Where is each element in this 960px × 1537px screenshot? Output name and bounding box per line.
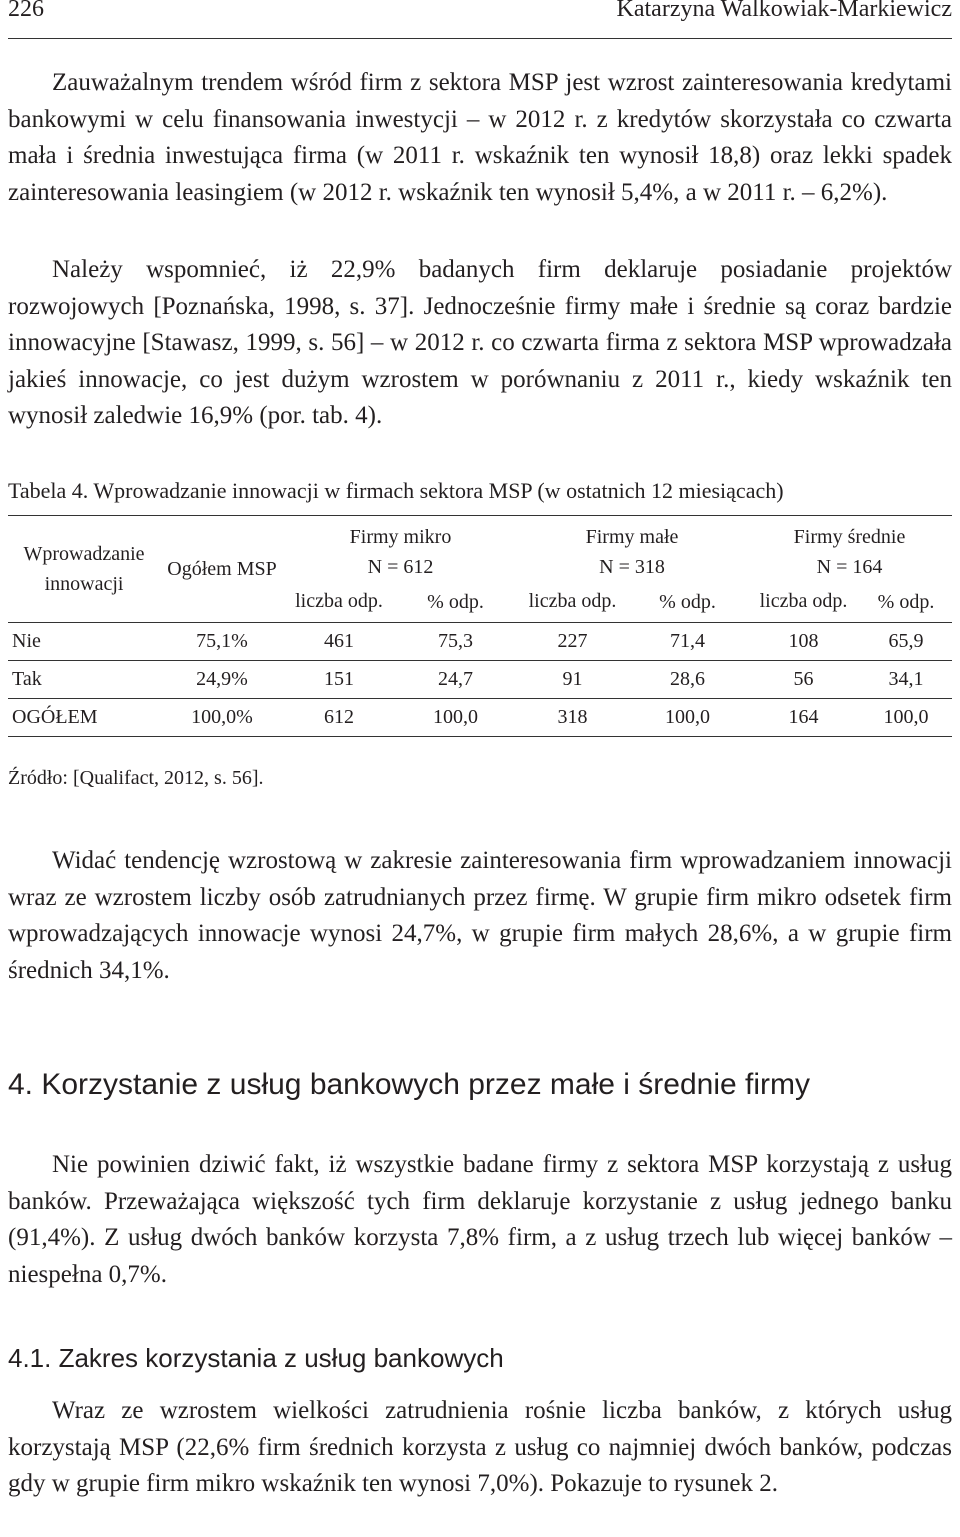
section-heading-4: 4. Korzystanie z usług bankowych przez małe i średnie firmy bbox=[8, 1068, 811, 1101]
cell-total: 100,0% bbox=[160, 699, 284, 737]
table-caption: Tabela 4. Wprowadzanie innowacji w firmach sektora MSP (w ostatnich 12 miesiącach) bbox=[8, 478, 784, 503]
cell-micro-pct: 100,0 bbox=[394, 699, 517, 737]
header-total: Ogółem MSP bbox=[160, 516, 284, 623]
cell-medium-count: 108 bbox=[747, 623, 860, 661]
cell-small-pct: 28,6 bbox=[628, 661, 747, 699]
running-author: Katarzyna Walkowiak-Markiewicz bbox=[616, 0, 952, 22]
paragraph-bank-usage: Nie powinien dziwić fakt, iż wszystkie badane firmy z sektora MSP korzystają z usług banków. Przeważająca większość tych firm deklaruje korzystanie z usług jednego banku (91,4%). Z usług dwóch banków korzysta 7,8% firm, a z usług trzech lub więcej banków – niespełna 0,7%. bbox=[8, 1151, 952, 1288]
cell-small-count: 227 bbox=[517, 623, 628, 661]
header-micro-label: Firmy mikro bbox=[349, 526, 452, 548]
table-row bbox=[8, 661, 952, 699]
section-heading-4-1: 4.1. Zakres korzystania z usług bankowych bbox=[8, 1343, 504, 1373]
header-micro-n: N = 612 bbox=[367, 556, 434, 578]
table-row bbox=[8, 699, 952, 737]
cell-medium-count: 164 bbox=[747, 699, 860, 737]
cell-micro-count: 151 bbox=[284, 661, 394, 699]
cell-micro-count: 612 bbox=[284, 699, 394, 737]
cell-small-count: 91 bbox=[517, 661, 628, 699]
header-micro-group bbox=[284, 516, 517, 583]
cell-medium-pct: 65,9 bbox=[860, 623, 952, 661]
row-label: Tak bbox=[8, 661, 160, 699]
cell-medium-pct: 100,0 bbox=[860, 699, 952, 737]
table-row bbox=[8, 623, 952, 661]
cell-medium-count: 56 bbox=[747, 661, 860, 699]
cell-small-pct: 100,0 bbox=[628, 699, 747, 737]
header-medium-count: liczba odp. bbox=[747, 582, 860, 623]
header-small-group bbox=[517, 516, 747, 583]
header-small-n: N = 318 bbox=[599, 556, 665, 578]
cell-total: 24,9% bbox=[160, 661, 284, 699]
cell-small-pct: 71,4 bbox=[628, 623, 747, 661]
innovation-table bbox=[8, 515, 952, 737]
table-source: Źródło: [Qualifact, 2012, s. 56]. bbox=[8, 767, 264, 789]
header-micro-count: liczba odp. bbox=[284, 582, 394, 623]
paragraph-credit-trend: Zauważalnym trendem wśród firm z sektora MSP jest wzrost zainteresowania kredytami bankowymi w celu finansowania inwestycji – w 2012 r. z kredytów skorzystała co czwarta mała i średnia inwestująca firma (w 2011 r. wskaźnik ten wynosił 18,8) oraz lekki spadek zainteresowania leasingiem (w 2012 r. wskaźnik ten wynosił 5,4%, a w 2011 r. – 6,2%). bbox=[8, 69, 952, 206]
paragraph-innovation: Należy wspomnieć, iż 22,9% badanych firm deklaruje posiadanie projektów rozwojowych [Poznańska, 1998, s. 37]. Jednocześnie firmy małe i średnie są coraz bardzie innowacyjne [Stawasz, 1999, s. 56] – w 2012 r. co czwarta firma z sektora MSP wprowadzała jakieś innowacje, co jest dużym wzrostem w porównaniu z 2011 r., kiedy wskaźnik ten wynosił zaledwie 16,9% (por. tab. 4). bbox=[8, 256, 952, 430]
header-medium-label: Firmy średnie bbox=[793, 526, 906, 548]
paragraph-bank-count: Wraz ze wzrostem wielkości zatrudnienia rośnie liczba banków, z których usług korzystają MSP (22,6% firm średnich korzysta z usług co najmniej dwóch banków, podczas gdy w grupie firm mikro wskaźnik ten wynosi 7,0%). Pokazuje to rysunek 2. bbox=[8, 1397, 952, 1498]
header-medium-group bbox=[747, 516, 952, 583]
cell-total: 75,1% bbox=[160, 623, 284, 661]
cell-micro-count: 461 bbox=[284, 623, 394, 661]
header-micro-pct: % odp. bbox=[394, 582, 517, 623]
paragraph-innovation-trend: Widać tendencję wzrostową w zakresie zainteresowania firm wprowadzaniem innowacji wraz ze wzrostem liczby osób zatrudnianych przez firmę. W grupie firm mikro odsetek firm wprowadzających innowacje wynosi 24,7%, w grupie firm małych 28,6%, a w grupie firm średnich 34,1%. bbox=[8, 847, 952, 984]
running-header bbox=[8, 0, 952, 39]
cell-micro-pct: 24,7 bbox=[394, 661, 517, 699]
page-number: 226 bbox=[8, 0, 44, 22]
cell-small-count: 318 bbox=[517, 699, 628, 737]
cell-micro-pct: 75,3 bbox=[394, 623, 517, 661]
header-medium-pct: % odp. bbox=[860, 582, 952, 623]
cell-medium-pct: 34,1 bbox=[860, 661, 952, 699]
header-small-pct: % odp. bbox=[628, 582, 747, 623]
row-label: Nie bbox=[8, 623, 160, 661]
header-small-count: liczba odp. bbox=[517, 582, 628, 623]
row-label: OGÓŁEM bbox=[8, 699, 160, 737]
header-medium-n: N = 164 bbox=[816, 556, 883, 578]
header-innovation: Wprowadzanie innowacji bbox=[8, 516, 160, 623]
header-small-label: Firmy małe bbox=[585, 526, 679, 548]
